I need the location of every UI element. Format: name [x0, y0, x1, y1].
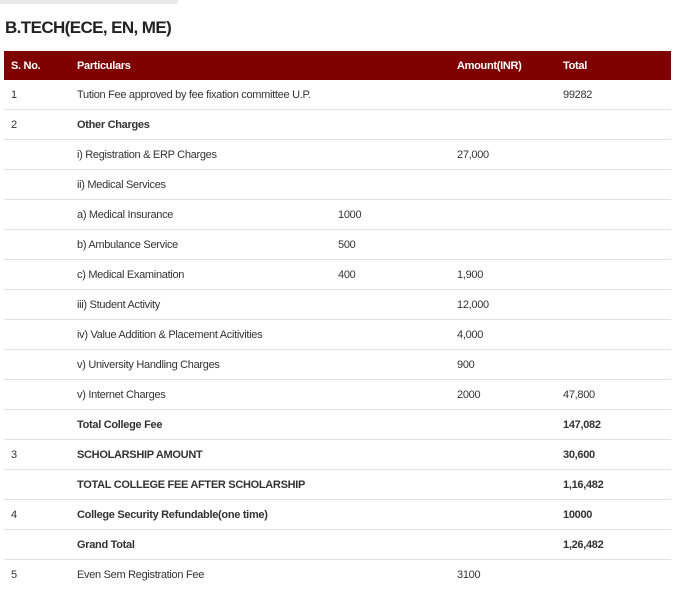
cell-amount — [457, 500, 563, 530]
cell-sub — [338, 500, 457, 530]
table-row — [4, 470, 671, 500]
cell-sno: 3 — [4, 440, 77, 470]
cell-particulars: Other Charges — [77, 110, 338, 140]
table-row — [4, 230, 671, 260]
cell-total: 1,26,482 — [563, 530, 671, 560]
cell-amount — [457, 230, 563, 260]
cell-particulars: Total College Fee — [77, 410, 338, 440]
cell-particulars: b) Ambulance Service — [77, 230, 338, 260]
cell-sno: 4 — [4, 500, 77, 530]
cell-total — [563, 110, 671, 140]
cell-particulars: ii) Medical Services — [77, 170, 338, 200]
table-row — [4, 380, 671, 410]
cell-sno — [4, 290, 77, 320]
cell-sub — [338, 110, 457, 140]
cell-particulars: Tution Fee approved by fee fixation committee U.P. — [77, 80, 338, 110]
cell-sno — [4, 530, 77, 560]
cell-total — [563, 230, 671, 260]
cell-amount — [457, 110, 563, 140]
cell-particulars: a) Medical Insurance — [77, 200, 338, 230]
cell-total — [563, 260, 671, 290]
table-row — [4, 290, 671, 320]
page-title: B.TECH(ECE, EN, ME) — [5, 18, 171, 38]
table-body — [4, 80, 671, 589]
header-amount: Amount(INR) — [457, 51, 563, 80]
top-divider — [0, 0, 178, 4]
table-row — [4, 500, 671, 530]
cell-sub — [338, 530, 457, 560]
cell-sno — [4, 320, 77, 350]
cell-sub: 500 — [338, 230, 457, 260]
cell-sub — [338, 140, 457, 170]
table-row — [4, 110, 671, 140]
cell-sub — [338, 170, 457, 200]
cell-sub — [338, 380, 457, 410]
cell-amount: 2000 — [457, 380, 563, 410]
table-row — [4, 530, 671, 560]
cell-total — [563, 290, 671, 320]
cell-amount — [457, 170, 563, 200]
cell-amount — [457, 470, 563, 500]
cell-particulars: v) University Handling Charges — [77, 350, 338, 380]
cell-sno — [4, 380, 77, 410]
cell-particulars: Even Sem Registration Fee — [77, 560, 338, 589]
cell-amount — [457, 80, 563, 110]
cell-particulars: c) Medical Examination — [77, 260, 338, 290]
cell-particulars: TOTAL COLLEGE FEE AFTER SCHOLARSHIP — [77, 470, 338, 500]
cell-amount: 12,000 — [457, 290, 563, 320]
table-row — [4, 260, 671, 290]
cell-sub — [338, 560, 457, 589]
header-sub — [338, 51, 457, 80]
cell-particulars: iii) Student Activity — [77, 290, 338, 320]
cell-total: 10000 — [563, 500, 671, 530]
cell-sno — [4, 140, 77, 170]
cell-particulars: SCHOLARSHIP AMOUNT — [77, 440, 338, 470]
cell-sno — [4, 350, 77, 380]
cell-sno: 5 — [4, 560, 77, 589]
cell-total — [563, 350, 671, 380]
cell-amount — [457, 530, 563, 560]
table-row — [4, 560, 671, 589]
cell-sub — [338, 350, 457, 380]
table-row — [4, 200, 671, 230]
cell-sno: 1 — [4, 80, 77, 110]
cell-total: 99282 — [563, 80, 671, 110]
table-row — [4, 410, 671, 440]
table-row — [4, 170, 671, 200]
cell-amount — [457, 440, 563, 470]
cell-sub — [338, 470, 457, 500]
cell-total: 47,800 — [563, 380, 671, 410]
cell-amount — [457, 200, 563, 230]
table-row — [4, 80, 671, 110]
cell-sno — [4, 230, 77, 260]
header-sno: S. No. — [4, 51, 77, 80]
cell-total: 1,16,482 — [563, 470, 671, 500]
header-particulars: Particulars — [77, 51, 338, 80]
cell-total: 30,600 — [563, 440, 671, 470]
cell-sno — [4, 170, 77, 200]
cell-particulars: College Security Refundable(one time) — [77, 500, 338, 530]
table-row — [4, 350, 671, 380]
cell-total — [563, 200, 671, 230]
cell-total — [563, 140, 671, 170]
cell-total — [563, 170, 671, 200]
cell-sub — [338, 320, 457, 350]
cell-sno — [4, 470, 77, 500]
cell-sno — [4, 200, 77, 230]
cell-sub — [338, 290, 457, 320]
cell-amount — [457, 410, 563, 440]
cell-amount: 1,900 — [457, 260, 563, 290]
cell-amount: 3100 — [457, 560, 563, 589]
fee-table — [4, 51, 671, 589]
cell-sub — [338, 410, 457, 440]
cell-sno: 2 — [4, 110, 77, 140]
cell-amount: 900 — [457, 350, 563, 380]
cell-sno — [4, 260, 77, 290]
cell-amount: 27,000 — [457, 140, 563, 170]
cell-particulars: v) Internet Charges — [77, 380, 338, 410]
cell-particulars: i) Registration & ERP Charges — [77, 140, 338, 170]
cell-sub — [338, 440, 457, 470]
cell-amount: 4,000 — [457, 320, 563, 350]
table-header-row — [4, 51, 671, 80]
header-total: Total — [563, 51, 671, 80]
cell-particulars: Grand Total — [77, 530, 338, 560]
cell-sub — [338, 80, 457, 110]
cell-particulars: iv) Value Addition & Placement Acitivities — [77, 320, 338, 350]
table-row — [4, 320, 671, 350]
cell-total — [563, 320, 671, 350]
cell-sno — [4, 410, 77, 440]
cell-sub: 1000 — [338, 200, 457, 230]
table-row — [4, 440, 671, 470]
cell-total: 147,082 — [563, 410, 671, 440]
cell-sub: 400 — [338, 260, 457, 290]
table-row — [4, 140, 671, 170]
cell-total — [563, 560, 671, 589]
